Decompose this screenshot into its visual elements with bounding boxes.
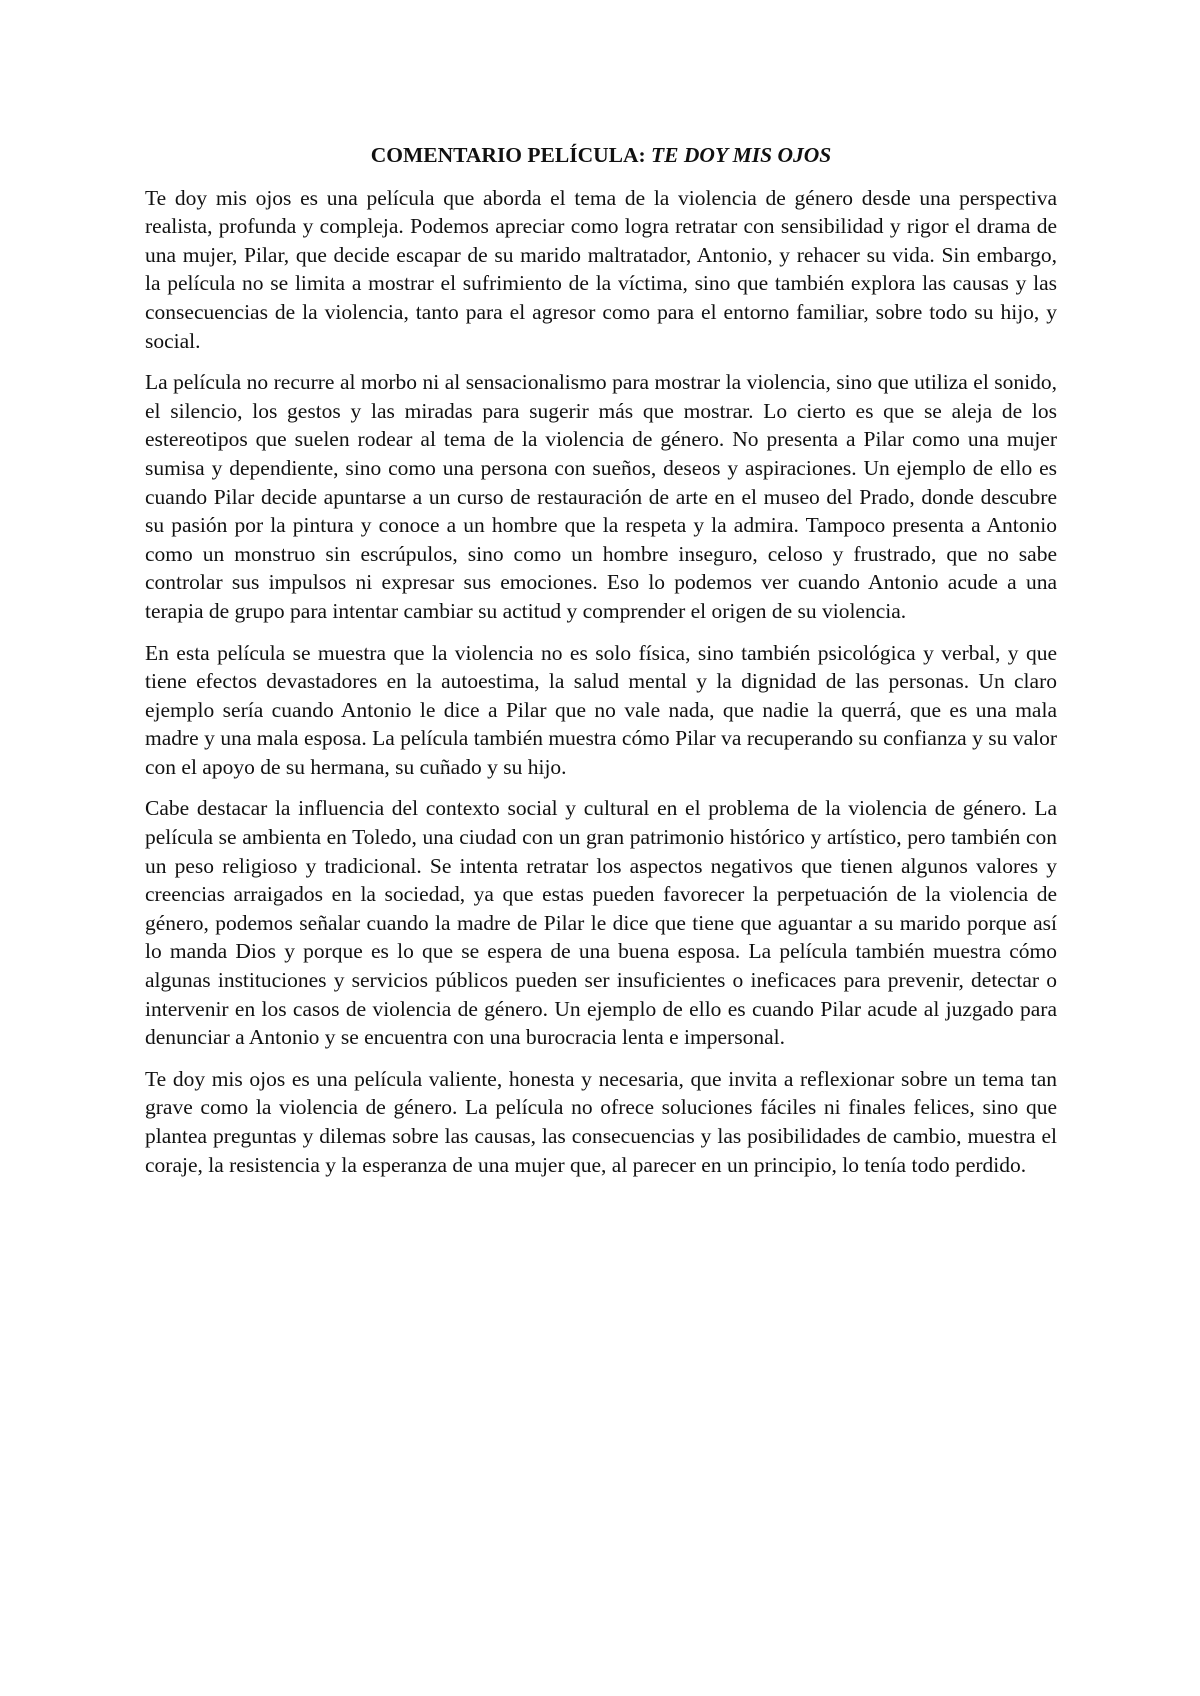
paragraph-5: Te doy mis ojos es una película valiente, honesta y necesaria, que invita a reflexionar sobre un tema tan grave como la violencia de género. La película no ofrece soluciones fáciles ni finales felices, sino que plantea preguntas y dilemas sobre las causas, las consecuencias y las posibilidades de cambio, muestra el coraje, la resistencia y la esperanza de una mujer que, al parecer en un principio, lo tenía todo perdido. [145,1066,1057,1177]
paragraph-4: Cabe destacar la influencia del contexto social y cultural en el problema de la violencia de género. La película se ambienta en Toledo, una ciudad con un gran patrimonio histórico y artístico, pero también con un peso religioso y tradicional. Se intenta retratar los aspectos negativos que tienen algunos valores y creencias arraigados en la sociedad, ya que estas pueden favorecer la perpetuación de la violencia de género, podemos señalar cuando la madre de Pilar le dice que tiene que aguantar a su marido porque así lo manda Dios y porque es lo que se espera de una buena esposa. La película también muestra cómo algunas instituciones y servicios públicos pueden ser insuficientes o ineficaces para prevenir, detectar o intervenir en los casos de violencia de género. Un ejemplo de ello es cuando Pilar acude al juzgado para denunciar a Antonio y se encuentra con una burocracia lenta e impersonal. [145,796,1057,1050]
paragraph-3: En esta película se muestra que la violencia no es solo física, sino también psicológica y verbal, y que tiene efectos devastadores en la autoestima, la salud mental y la dignidad de las personas. Un claro ejemplo sería cuando Antonio le dice a Pilar que no vale nada, que nadie la querrá, que es una mala madre y una mala esposa. La película también muestra cómo Pilar va recuperando su confianza y su valor con el apoyo de su hermana, su cuñado y su hijo. [145,640,1057,779]
paragraph-1: Te doy mis ojos es una película que aborda el tema de la violencia de género desde una perspectiva realista, profunda y compleja. Podemos apreciar como logra retratar con sensibilidad y rigor el drama de una mujer, Pilar, que decide escapar de su marido maltratador, Antonio, y rehacer su vida. Sin embargo, la película no se limita a mostrar el sufrimiento de la víctima, sino que también explora las causas y las consecuencias de la violencia, tanto para el agresor como para el entorno familiar, sobre todo su hijo, y social. [145,185,1057,353]
title-film-name: TE DOY MIS OJOS [651,143,832,167]
document-title [145,141,1057,170]
paragraph-2: La película no recurre al morbo ni al sensacionalismo para mostrar la violencia, sino que utiliza el sonido, el silencio, los gestos y las miradas para sugerir más que mostrar. Lo cierto es que se aleja de los estereotipos que suelen rodear al tema de la violencia de género. No presenta a Pilar como una mujer sumisa y dependiente, sino como una persona con sueños, deseos y aspiraciones. Un ejemplo de ello es cuando Pilar decide apuntarse a un curso de restauración de arte en el museo del Prado, donde descubre su pasión por la pintura y conoce a un hombre que la respeta y la admira. Tampoco presenta a Antonio como un monstruo sin escrúpulos, sino como un hombre inseguro, celoso y frustrado, que no sabe controlar sus impulsos ni expresar sus emociones. Eso lo podemos ver cuando Antonio acude a una terapia de grupo para intentar cambiar su actitud y comprender el origen de su violencia. [145,370,1057,623]
title-prefix: COMENTARIO PELÍCULA: [370,143,652,167]
document-body [145,141,1057,1192]
